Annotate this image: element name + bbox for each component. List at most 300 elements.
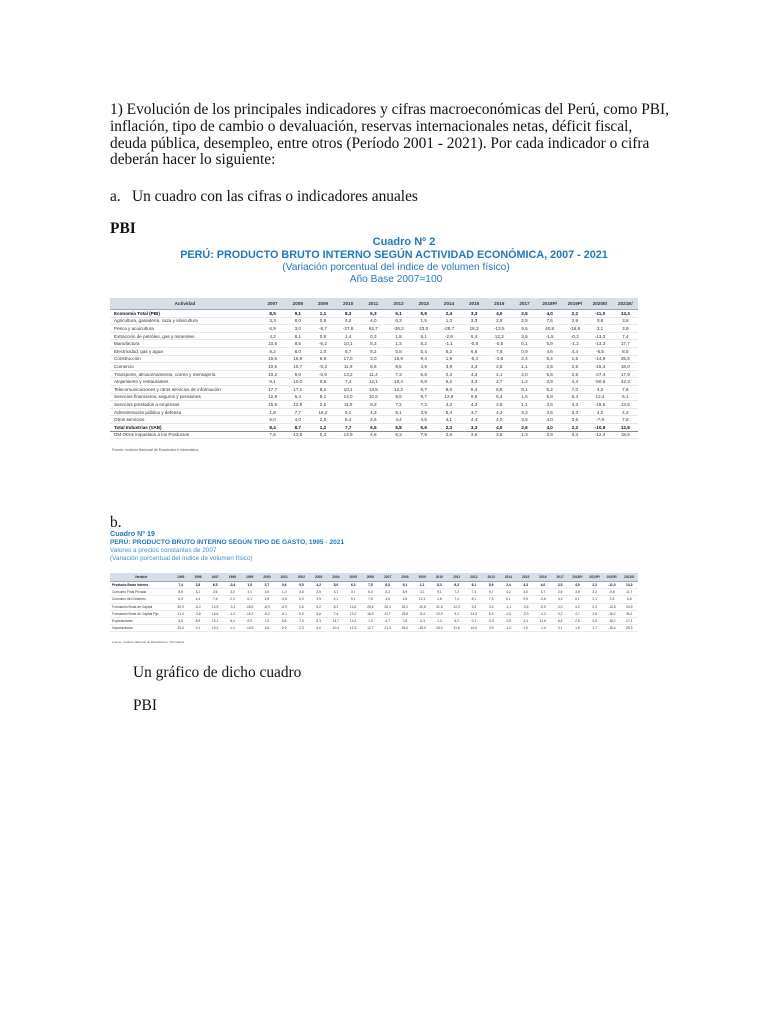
cuadro-19-cell: 4,5 bbox=[379, 596, 396, 603]
cuadro-2-cell: 8,1 bbox=[512, 385, 537, 393]
cuadro-2-cell: 0,3 bbox=[361, 332, 386, 340]
cuadro-19-cell: 1,0 bbox=[517, 625, 534, 632]
cuadro-19-cell: 1,3 bbox=[431, 617, 448, 624]
cuadro-19-cell: -18,5 bbox=[241, 603, 258, 610]
cuadro-19-cell: 21,3 bbox=[379, 625, 396, 632]
cuadro-2-cell: 6,6 bbox=[462, 347, 487, 355]
cuadro-2-cell: 6,9 bbox=[310, 355, 335, 363]
cuadro-2-row bbox=[110, 423, 638, 431]
cuadro-19-cell: 5,4 bbox=[224, 617, 241, 624]
cuadro-19-cell: 2,5 bbox=[310, 589, 327, 596]
cuadro-2-row bbox=[110, 370, 638, 378]
cuadro-19-cell: -11,0 bbox=[603, 582, 620, 589]
cuadro-2-cell: 10,7 bbox=[285, 363, 310, 371]
cuadro-2-header-cell: 2015 bbox=[462, 298, 487, 310]
cuadro-19-cell: -9,4 bbox=[414, 610, 431, 617]
cuadro-2-cell: 4,2 bbox=[587, 385, 612, 393]
cuadro-19-cell: 2,7 bbox=[258, 582, 275, 589]
cuadro-19-header-cell: 2003 bbox=[310, 573, 327, 582]
cuadro-2-cell: 7,5 bbox=[260, 431, 285, 439]
cuadro-19-cell: -0,8 bbox=[276, 596, 293, 603]
cuadro-19-cell: 31,8 bbox=[431, 603, 448, 610]
cuadro-2-cell: 2,4 bbox=[512, 355, 537, 363]
cuadro-2-cell: 6,9 bbox=[260, 325, 285, 333]
cuadro-2-row bbox=[110, 363, 638, 371]
cuadro-2-cell: 2,8 bbox=[487, 363, 512, 371]
cuadro-19-cell: 11,8 bbox=[534, 617, 551, 624]
cuadro-2-cell: 3,1 bbox=[587, 325, 612, 333]
cuadro-2-cell: 1,1 bbox=[512, 401, 537, 409]
cuadro-2-cell: 5,8 bbox=[386, 347, 411, 355]
cuadro-19-cell: 6,3 bbox=[310, 617, 327, 624]
cuadro-2-cell: -5,4 bbox=[462, 355, 487, 363]
cuadro-19-cell: -14,5 bbox=[241, 625, 258, 632]
cuadro-2-cell: 4,0 bbox=[285, 416, 310, 424]
cuadro-2-cell: 4,8 bbox=[361, 431, 386, 439]
cuadro-19-cell: 18,9 bbox=[362, 610, 379, 617]
cuadro-2-subtitle: (Variación porcentual del índice de volumen físico) bbox=[282, 262, 510, 274]
cuadro-2-cell: 10,1 bbox=[336, 385, 361, 393]
cuadro-2-cell: 9,7 bbox=[411, 393, 436, 401]
cuadro-2-cell: 2,8 bbox=[436, 431, 461, 439]
cuadro-19-cell: 3,2 bbox=[586, 589, 603, 596]
cuadro-19-cell: 6,8 bbox=[276, 617, 293, 624]
cuadro-19-cell: 5,5 bbox=[172, 617, 189, 624]
cuadro-2-cell: 5,8 bbox=[537, 393, 562, 401]
cuadro-2-row-label: Servicios financieros, seguros y pensiones bbox=[110, 393, 260, 401]
cuadro-19-cell: 7,4 bbox=[327, 610, 344, 617]
cuadro-2-cell: 3,8 bbox=[613, 325, 638, 333]
cuadro-19-title: PERÚ: PRODUCTO BRUTO INTERNO SEGÚN TIPO DE GASTO, 1995 - 2021 bbox=[110, 539, 345, 546]
cuadro-2-cell: 3,3 bbox=[562, 408, 587, 416]
cuadro-19-cell: 8,4 bbox=[552, 617, 569, 624]
cuadro-19-cell: 8,1 bbox=[465, 596, 482, 603]
cuadro-2-row-label: Construcción bbox=[110, 355, 260, 363]
cuadro-19-header-cell: 2010 bbox=[431, 573, 448, 582]
cuadro-2-cell: -50,5 bbox=[587, 378, 612, 386]
cuadro-2-cell: 10,0 bbox=[285, 378, 310, 386]
list-item-a-marker: a. bbox=[110, 188, 121, 205]
cuadro-19-cell: -15,9 bbox=[414, 625, 431, 632]
cuadro-2-header-cell: Actividad bbox=[110, 298, 260, 310]
cuadro-2-cell: 4,0 bbox=[537, 416, 562, 424]
cuadro-19-cell: 2,8 bbox=[431, 596, 448, 603]
cuadro-19-cell: 7,4 bbox=[448, 596, 465, 603]
cuadro-19-image bbox=[110, 529, 638, 649]
cuadro-2-row bbox=[110, 385, 638, 393]
cuadro-2-cell: 10,6 bbox=[260, 340, 285, 348]
cuadro-2-cell: 1,9 bbox=[436, 355, 461, 363]
cuadro-2-cell: 3,9 bbox=[411, 408, 436, 416]
cuadro-2-cell: 8,0 bbox=[285, 347, 310, 355]
cuadro-2-cell: 2,2 bbox=[562, 423, 587, 431]
cuadro-19-cell: -3,3 bbox=[517, 610, 534, 617]
cuadro-2-row-label: Telecomunicaciones y otros servicios de información bbox=[110, 385, 260, 393]
cuadro-19-cell: -6,2 bbox=[189, 603, 206, 610]
cuadro-2-cell: 9,1 bbox=[285, 310, 310, 318]
cuadro-19-header-cell: 2016 bbox=[534, 573, 551, 582]
cuadro-2-cell: 3,9 bbox=[436, 363, 461, 371]
cuadro-2-cell: 7,4 bbox=[336, 378, 361, 386]
cuadro-19-cell: 10,4 bbox=[327, 625, 344, 632]
cuadro-2-cell: 2,3 bbox=[436, 370, 461, 378]
cuadro-2-header-cell: 2012 bbox=[386, 298, 411, 310]
cuadro-2-cell: -0,8 bbox=[462, 340, 487, 348]
cuadro-19-cell: 6,7 bbox=[379, 617, 396, 624]
cuadro-19-cell: 13,3 bbox=[621, 582, 639, 589]
cuadro-19-cell: 8,6 bbox=[172, 589, 189, 596]
cuadro-2-cell: 4,0 bbox=[512, 370, 537, 378]
cuadro-2-cell: 18,0 bbox=[613, 363, 638, 371]
cuadro-2-row-label: DM-Otros impuestos a los Productos bbox=[110, 431, 260, 439]
cuadro-2-cell: 17,7 bbox=[260, 385, 285, 393]
cuadro-19-cell: 3,7 bbox=[345, 589, 362, 596]
cuadro-19-cell: 0,1 bbox=[241, 596, 258, 603]
cuadro-19-cell: -0,9 bbox=[500, 617, 517, 624]
cuadro-2-cell: -36,2 bbox=[386, 325, 411, 333]
cuadro-2-cell: 0,9 bbox=[310, 317, 335, 325]
cuadro-19-cell: 4,4 bbox=[189, 596, 206, 603]
cuadro-2-header-cell: 2009 bbox=[310, 298, 335, 310]
cuadro-19-cell: 2,6 bbox=[552, 589, 569, 596]
cuadro-2-cell: 8,7 bbox=[411, 385, 436, 393]
cuadro-19-cell: -15,1 bbox=[241, 610, 258, 617]
cuadro-2-cell: 8,3 bbox=[361, 340, 386, 348]
cuadro-19-cell: 9,4 bbox=[465, 603, 482, 610]
cuadro-19-cell: 10,0 bbox=[465, 625, 482, 632]
cuadro-19-cell: 5,0 bbox=[327, 582, 344, 589]
cuadro-2-row-label: Servicios prestados a empresas bbox=[110, 401, 260, 409]
cuadro-2-cell: 4,2 bbox=[260, 332, 285, 340]
cuadro-2-cell: 0,9 bbox=[512, 347, 537, 355]
cuadro-2-cell: 1,3 bbox=[386, 340, 411, 348]
cuadro-2-cell: 35,5 bbox=[613, 355, 638, 363]
cuadro-19-cell: 7,4 bbox=[465, 589, 482, 596]
cuadro-19-header-cell: 2001 bbox=[276, 573, 293, 582]
cuadro-19-cell: -3,8 bbox=[189, 610, 206, 617]
cuadro-19-cell: 6,1 bbox=[500, 596, 517, 603]
cuadro-2-cell: 5,4 bbox=[411, 347, 436, 355]
cuadro-19-header-cell: Variable bbox=[110, 573, 172, 582]
cuadro-19-row bbox=[110, 625, 638, 632]
cuadro-19-cell: -5,2 bbox=[258, 610, 275, 617]
cuadro-19-cell: 23,9 bbox=[431, 610, 448, 617]
cuadro-2-cell: 4,9 bbox=[411, 363, 436, 371]
cuadro-2-row-label: Electricidad, gas y agua bbox=[110, 347, 260, 355]
cuadro-19-cell: 9,3 bbox=[448, 610, 465, 617]
cuadro-19-row-label: Consumo del Gobierno bbox=[110, 596, 172, 603]
list-item-a-text: Un cuadro con las cifras o indicadores anuales bbox=[132, 188, 418, 205]
cuadro-19-cell: 3,1 bbox=[327, 589, 344, 596]
cuadro-2-cell: 2,5 bbox=[537, 363, 562, 371]
cuadro-2-cell: 3,9 bbox=[537, 431, 562, 439]
cuadro-2-cell: 5,5 bbox=[537, 370, 562, 378]
cuadro-2-row-label: Agricultura, ganadería, caza y silvicultura bbox=[110, 317, 260, 325]
cuadro-2-cell: 5,2 bbox=[411, 340, 436, 348]
cuadro-2-base: Año Base 2007=100 bbox=[349, 274, 443, 286]
cuadro-2-cell: 4,0 bbox=[361, 317, 386, 325]
cuadro-2-cell: 5,2 bbox=[537, 385, 562, 393]
cuadro-19-row-label: Importaciones bbox=[110, 625, 172, 632]
cuadro-2-cell: 62,7 bbox=[361, 325, 386, 333]
cuadro-2-cell: 0,1 bbox=[512, 340, 537, 348]
cuadro-19-header-cell: 1996 bbox=[189, 573, 206, 582]
cuadro-2-cell: 8,7 bbox=[336, 347, 361, 355]
cuadro-19-cell: -0,3 bbox=[414, 617, 431, 624]
cuadro-2-cell: -18,8 bbox=[562, 325, 587, 333]
cuadro-2-cell: 4,3 bbox=[462, 401, 487, 409]
cuadro-19-cell: 3,1 bbox=[189, 589, 206, 596]
cuadro-2-cell: 9,0 bbox=[285, 370, 310, 378]
cuadro-2-cell: -7,9 bbox=[587, 416, 612, 424]
cuadro-19-cell: 4,0 bbox=[517, 589, 534, 596]
cuadro-2-header-cell: 2019P/ bbox=[562, 298, 587, 310]
cuadro-19-cell: 7,6 bbox=[258, 617, 275, 624]
cuadro-2-cell: 8,1 bbox=[386, 408, 411, 416]
cuadro-19-header-cell: 2014 bbox=[500, 573, 517, 582]
cuadro-2-cell: -11,0 bbox=[587, 310, 612, 318]
list-item-a bbox=[110, 188, 418, 206]
cuadro-2-cell: 8,4 bbox=[462, 332, 487, 340]
cuadro-2-cell: 4,2 bbox=[613, 408, 638, 416]
cuadro-2-cell: -0,3 bbox=[310, 363, 335, 371]
cuadro-19-cell: -20,8 bbox=[414, 603, 431, 610]
list-item-b-marker: b. bbox=[110, 514, 122, 531]
cuadro-2-cell: 10,4 bbox=[386, 378, 411, 386]
cuadro-2-cell: 5,2 bbox=[436, 347, 461, 355]
cuadro-2-row bbox=[110, 317, 638, 325]
cuadro-2-cell: 7,2 bbox=[386, 401, 411, 409]
cuadro-19-cell: 1,5 bbox=[241, 582, 258, 589]
cuadro-19-cell: 2,4 bbox=[500, 582, 517, 589]
cuadro-19-cell: 12,1 bbox=[414, 596, 431, 603]
cuadro-2-cell: -27,8 bbox=[336, 325, 361, 333]
cuadro-2-footnote: Fuente: Instituto Nacional de Estadística e Informática. bbox=[112, 448, 200, 452]
cuadro-19-cell: 14,7 bbox=[327, 617, 344, 624]
cuadro-2-row bbox=[110, 431, 638, 439]
cuadro-2-cell: 3,3 bbox=[462, 310, 487, 318]
cuadro-19-cell: 25,3 bbox=[621, 625, 639, 632]
cuadro-2-cell: 8,7 bbox=[285, 423, 310, 431]
cuadro-19-header-cell: 1998 bbox=[224, 573, 241, 582]
cuadro-19-header-cell: 2020E/ bbox=[603, 573, 620, 582]
cuadro-19-cell: -5,9 bbox=[534, 603, 551, 610]
cuadro-2-cell: -12,4 bbox=[587, 431, 612, 439]
cuadro-2-cell: 7,9 bbox=[411, 431, 436, 439]
cuadro-2-cell: -14,9 bbox=[587, 355, 612, 363]
cuadro-2-cell: 12,9 bbox=[436, 393, 461, 401]
cuadro-2-cell: 5,8 bbox=[386, 423, 411, 431]
cuadro-2-cell: 1,2 bbox=[512, 378, 537, 386]
cuadro-19-cell: -6,9 bbox=[276, 603, 293, 610]
cuadro-2-cell: 14,0 bbox=[336, 393, 361, 401]
cuadro-2-row bbox=[110, 408, 638, 416]
cuadro-2-row-label: Otros servicios bbox=[110, 416, 260, 424]
cuadro-2-cell: 17,7 bbox=[613, 340, 638, 348]
cuadro-19-cell: 2,8 bbox=[189, 582, 206, 589]
cuadro-2-cell: 5,4 bbox=[537, 355, 562, 363]
cuadro-19-header-cell: 2002 bbox=[293, 573, 310, 582]
cuadro-2-cell: 8,4 bbox=[260, 423, 285, 431]
cuadro-2-cell: 8,1 bbox=[310, 393, 335, 401]
cuadro-19-header-cell: 2019P/ bbox=[586, 573, 603, 582]
cuadro-19-cell: 1,1 bbox=[414, 582, 431, 589]
cuadro-19-cell: 4,2 bbox=[569, 603, 586, 610]
cuadro-19-cell: 5,2 bbox=[310, 603, 327, 610]
cuadro-19-cell: 7,0 bbox=[293, 617, 310, 624]
cuadro-2-cell: 5,4 bbox=[562, 393, 587, 401]
cuadro-19-row-label: Consumo Final Privado bbox=[110, 589, 172, 596]
cuadro-2-cell: 17,1 bbox=[285, 385, 310, 393]
cuadro-2-cell: 5,4 bbox=[487, 393, 512, 401]
cuadro-19-cell: 9,1 bbox=[345, 596, 362, 603]
cuadro-2-cell: 1,5 bbox=[512, 393, 537, 401]
cuadro-2-cell: 6,8 bbox=[411, 378, 436, 386]
cuadro-19-header-cell: 1999 bbox=[241, 573, 258, 582]
cuadro-19-cell: 8,3 bbox=[379, 589, 396, 596]
cuadro-19-cell: 7,2 bbox=[448, 589, 465, 596]
cuadro-2-header-row bbox=[110, 298, 638, 310]
cuadro-2-cell: 1,8 bbox=[260, 408, 285, 416]
cuadro-2-cell: 7,7 bbox=[336, 423, 361, 431]
cuadro-2-row-label: Economía Total (PBI) bbox=[110, 310, 260, 318]
cuadro-2-cell: 11,6 bbox=[336, 401, 361, 409]
cuadro-2-cell: 15,9 bbox=[386, 355, 411, 363]
cuadro-19-header-cell: 2011 bbox=[448, 573, 465, 582]
cuadro-2-cell: 8,5 bbox=[285, 340, 310, 348]
cuadro-19-header-cell: 1995 bbox=[172, 573, 189, 582]
cuadro-2-cell: 3,0 bbox=[361, 355, 386, 363]
cuadro-2-row-label: Extracción de petróleo, gas y minerales bbox=[110, 332, 260, 340]
cuadro-2-cell: 4,2 bbox=[587, 408, 612, 416]
cuadro-2-cell: 1,2 bbox=[310, 423, 335, 431]
cuadro-19-header-cell: 2009 bbox=[414, 573, 431, 582]
cuadro-2-cell: 14,5 bbox=[613, 401, 638, 409]
cuadro-2-cell: 1,5 bbox=[562, 355, 587, 363]
cuadro-2-cell: -1,2 bbox=[562, 340, 587, 348]
cuadro-2-cell: 10,1 bbox=[336, 340, 361, 348]
cuadro-2-cell: 0,3 bbox=[310, 431, 335, 439]
cuadro-19-cell: 8,9 bbox=[241, 617, 258, 624]
cuadro-2-row bbox=[110, 332, 638, 340]
cuadro-2-row bbox=[110, 347, 638, 355]
cuadro-19-cell: 12,3 bbox=[345, 625, 362, 632]
cuadro-19-cell: 9,5 bbox=[517, 596, 534, 603]
cuadro-2-row-label: Comercio bbox=[110, 363, 260, 371]
cuadro-2-cell: 3,5 bbox=[487, 431, 512, 439]
cuadro-2-header-cell: 2020E/ bbox=[587, 298, 612, 310]
cuadro-2-cell: 7,8 bbox=[613, 416, 638, 424]
cuadro-19-cell: 0,6 bbox=[276, 582, 293, 589]
cuadro-2-cell: 9,4 bbox=[411, 355, 436, 363]
cuadro-19-row bbox=[110, 617, 638, 624]
cuadro-2-cell: -13,3 bbox=[587, 340, 612, 348]
cuadro-19-cell: 4,2 bbox=[500, 589, 517, 596]
cuadro-2-cell: 7,4 bbox=[613, 332, 638, 340]
cuadro-19-cell: 0,0 bbox=[293, 596, 310, 603]
cuadro-19-cell: 14,9 bbox=[207, 603, 224, 610]
cuadro-19-header-cell: 2013 bbox=[483, 573, 500, 582]
cuadro-2-cell: 16,2 bbox=[310, 408, 335, 416]
cuadro-19-row-label: Formación Bruta de Capital Fijo bbox=[110, 610, 172, 617]
cuadro-19-cell: 21,4 bbox=[172, 610, 189, 617]
cuadro-19-cell: -15,4 bbox=[603, 625, 620, 632]
cuadro-2-cell: 13,3 bbox=[613, 310, 638, 318]
cuadro-2-cell: 4,3 bbox=[361, 408, 386, 416]
cuadro-2-cell: 12,8 bbox=[260, 393, 285, 401]
cuadro-2-row bbox=[110, 325, 638, 333]
cuadro-2-cell: 5,1 bbox=[411, 332, 436, 340]
cuadro-2-row bbox=[110, 393, 638, 401]
cuadro-19-cell: 14,2 bbox=[345, 617, 362, 624]
cuadro-19-cell: 0,4 bbox=[586, 603, 603, 610]
cuadro-2-row bbox=[110, 355, 638, 363]
cuadro-19-cell: 5,9 bbox=[483, 582, 500, 589]
cuadro-2-cell: 3,3 bbox=[462, 423, 487, 431]
cuadro-19-header-cell: 2017 bbox=[552, 573, 569, 582]
cuadro-2-cell: 18,5 bbox=[613, 431, 638, 439]
cuadro-2-cell: 8,1 bbox=[285, 332, 310, 340]
cuadro-19-row bbox=[110, 610, 638, 617]
cuadro-19-cell: 0,6 bbox=[293, 603, 310, 610]
cuadro-19-cell: 4,0 bbox=[569, 582, 586, 589]
cuadro-19-header-cell: 2005 bbox=[345, 573, 362, 582]
cuadro-19-cell: 14,6 bbox=[345, 603, 362, 610]
cuadro-2-cell: 8,6 bbox=[436, 385, 461, 393]
cuadro-19-cell: -18,2 bbox=[603, 617, 620, 624]
cuadro-19-cell: 3,8 bbox=[569, 589, 586, 596]
cuadro-2-cell: 5,9 bbox=[537, 340, 562, 348]
cuadro-19-header-cell: 2000 bbox=[258, 573, 275, 582]
pbi-heading: PBI bbox=[110, 220, 136, 237]
cuadro-2-cell: -13,3 bbox=[587, 332, 612, 340]
cuadro-19-header-cell: 2021E/ bbox=[621, 573, 639, 582]
cuadro-19-cell: 4,8 bbox=[396, 596, 413, 603]
cuadro-2-row-label: Transporte, almacenamiento, correo y mensajería bbox=[110, 370, 260, 378]
cuadro-19-cell: 4,1 bbox=[327, 596, 344, 603]
cuadro-2-cell: 5,4 bbox=[436, 408, 461, 416]
cuadro-2-cell: 16,9 bbox=[285, 355, 310, 363]
cuadro-19-number: Cuadro Nº 19 bbox=[110, 529, 155, 538]
cuadro-2-cell: 2,6 bbox=[512, 423, 537, 431]
grafico-instruction: Un gráfico de dicho cuadro bbox=[133, 664, 302, 681]
cuadro-2-cell: -0,2 bbox=[562, 332, 587, 340]
cuadro-19-cell: 0,2 bbox=[552, 610, 569, 617]
cuadro-2-row bbox=[110, 416, 638, 424]
cuadro-2-cell: 1,0 bbox=[310, 347, 335, 355]
cuadro-19-cell: 2,5 bbox=[569, 617, 586, 624]
cuadro-19-header-cell: 2007 bbox=[379, 573, 396, 582]
cuadro-19-cell: 1,7 bbox=[586, 625, 603, 632]
cuadro-2-cell: 4,4 bbox=[386, 416, 411, 424]
cuadro-2-cell: 0,8 bbox=[587, 317, 612, 325]
cuadro-2-cell: 4,3 bbox=[436, 401, 461, 409]
cuadro-19-cell: -6,1 bbox=[276, 610, 293, 617]
cuadro-19-cell: 26,3 bbox=[379, 603, 396, 610]
cuadro-2-cell: 12,3 bbox=[487, 332, 512, 340]
cuadro-2-cell: 1,1 bbox=[512, 363, 537, 371]
cuadro-2-cell: 10,6 bbox=[361, 393, 386, 401]
cuadro-2-cell: 18,3 bbox=[462, 325, 487, 333]
cuadro-2-cell: 2,6 bbox=[487, 401, 512, 409]
cuadro-2-cell: 8,3 bbox=[336, 310, 361, 318]
cuadro-2-cell: 3,3 bbox=[260, 317, 285, 325]
cuadro-19-cell: 0,1 bbox=[189, 625, 206, 632]
cuadro-19-cell: -2,0 bbox=[500, 610, 517, 617]
cuadro-2-cell: 4,0 bbox=[537, 423, 562, 431]
cuadro-19-cell: 2,4 bbox=[603, 596, 620, 603]
cuadro-19-cell: -0,4 bbox=[224, 582, 241, 589]
